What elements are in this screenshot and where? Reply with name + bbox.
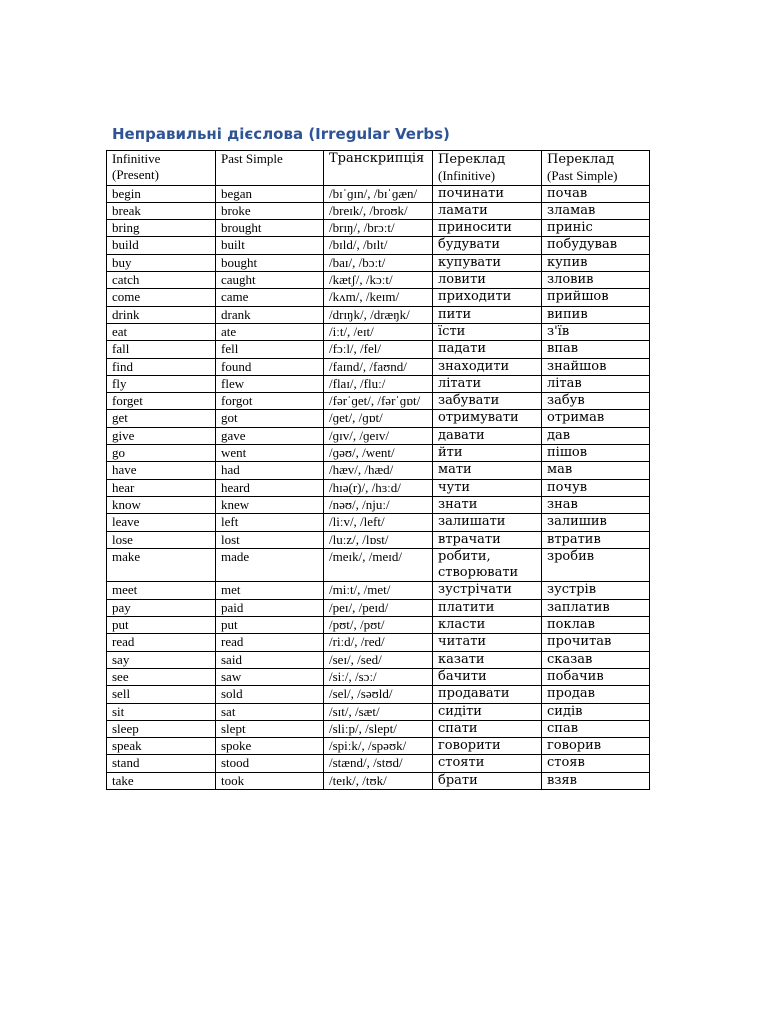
cell-transcription: /ɡəʊ/, /went/	[324, 445, 433, 462]
table-row	[107, 548, 650, 582]
cell-infinitive: fall	[107, 341, 216, 358]
cell-translation-past: почув	[542, 479, 650, 496]
cell-translation-past: сидів	[542, 703, 650, 720]
cell-transcription: /kʌm/, /keɪm/	[324, 289, 433, 306]
cell-past-simple: broke	[216, 202, 324, 219]
table-row	[107, 272, 650, 289]
cell-translation-past: впав	[542, 341, 650, 358]
header-transcription-label: Транскрипція	[329, 151, 425, 166]
table-row	[107, 496, 650, 513]
cell-transcription: /meɪk/, /meɪd/	[324, 548, 433, 582]
cell-translation-past: поклав	[542, 617, 650, 634]
table-row	[107, 617, 650, 634]
table-row	[107, 634, 650, 651]
cell-infinitive: give	[107, 427, 216, 444]
cell-infinitive: begin	[107, 185, 216, 202]
cell-translation-past: спав	[542, 720, 650, 737]
cell-translation-past: побачив	[542, 668, 650, 685]
cell-translation-past: втратив	[542, 531, 650, 548]
cell-past-simple: sat	[216, 703, 324, 720]
cell-transcription: /kætʃ/, /kɔːt/	[324, 272, 433, 289]
table-row	[107, 479, 650, 496]
cell-past-simple: bought	[216, 254, 324, 271]
cell-infinitive: bring	[107, 220, 216, 237]
cell-translation-infinitive: отримувати	[433, 410, 542, 427]
cell-translation-infinitive: робити, створювати	[433, 548, 542, 582]
cell-transcription: /ɡɪv/, /ɡeɪv/	[324, 427, 433, 444]
cell-infinitive: put	[107, 617, 216, 634]
cell-translation-past: говорив	[542, 738, 650, 755]
page-title: Неправильні дієслова (Irregular Verbs)	[112, 125, 450, 143]
cell-past-simple: got	[216, 410, 324, 427]
cell-past-simple: began	[216, 185, 324, 202]
cell-past-simple: flew	[216, 375, 324, 392]
header-infinitive: Infinitive (Present)	[107, 151, 216, 186]
cell-translation-infinitive: стояти	[433, 755, 542, 772]
cell-translation-infinitive: продавати	[433, 686, 542, 703]
cell-translation-past: прийшов	[542, 289, 650, 306]
table-row	[107, 410, 650, 427]
cell-transcription: /faɪnd/, /faʊnd/	[324, 358, 433, 375]
cell-infinitive: come	[107, 289, 216, 306]
cell-infinitive: have	[107, 462, 216, 479]
cell-infinitive: sell	[107, 686, 216, 703]
cell-translation-infinitive: говорити	[433, 738, 542, 755]
cell-transcription: /pʊt/, /pʊt/	[324, 617, 433, 634]
cell-translation-past: сказав	[542, 651, 650, 668]
cell-infinitive: see	[107, 668, 216, 685]
cell-infinitive: leave	[107, 514, 216, 531]
cell-translation-infinitive: залишати	[433, 514, 542, 531]
cell-infinitive: read	[107, 634, 216, 651]
cell-translation-infinitive: казати	[433, 651, 542, 668]
table-row	[107, 531, 650, 548]
cell-transcription: /breɪk/, /broʊk/	[324, 202, 433, 219]
cell-translation-past: пішов	[542, 445, 650, 462]
cell-past-simple: met	[216, 582, 324, 599]
cell-infinitive: buy	[107, 254, 216, 271]
header-translation-past-sub: (Past Simple)	[547, 168, 618, 184]
cell-translation-past: випив	[542, 306, 650, 323]
cell-infinitive: know	[107, 496, 216, 513]
cell-past-simple: built	[216, 237, 324, 254]
cell-translation-infinitive: приносити	[433, 220, 542, 237]
cell-transcription: /flaɪ/, /fluː/	[324, 375, 433, 392]
cell-translation-past: мав	[542, 462, 650, 479]
cell-transcription: /bɪˈɡɪn/, /bɪˈɡæn/	[324, 185, 433, 202]
cell-translation-past: стояв	[542, 755, 650, 772]
cell-infinitive: break	[107, 202, 216, 219]
cell-past-simple: said	[216, 651, 324, 668]
header-past-simple: Past Simple	[216, 151, 324, 186]
cell-past-simple: caught	[216, 272, 324, 289]
cell-past-simple: sold	[216, 686, 324, 703]
cell-past-simple: made	[216, 548, 324, 582]
cell-past-simple: took	[216, 772, 324, 789]
cell-past-simple: left	[216, 514, 324, 531]
cell-transcription: /iːt/, /eɪt/	[324, 323, 433, 340]
cell-translation-past: залишив	[542, 514, 650, 531]
table-row	[107, 738, 650, 755]
cell-translation-past: заплатив	[542, 599, 650, 616]
cell-translation-infinitive: втрачати	[433, 531, 542, 548]
table-body	[107, 185, 650, 789]
cell-translation-infinitive: забувати	[433, 393, 542, 410]
cell-translation-past: знайшов	[542, 358, 650, 375]
cell-past-simple: went	[216, 445, 324, 462]
cell-translation-past: зловив	[542, 272, 650, 289]
table-row	[107, 720, 650, 737]
cell-infinitive: say	[107, 651, 216, 668]
cell-translation-infinitive: брати	[433, 772, 542, 789]
cell-infinitive: catch	[107, 272, 216, 289]
cell-transcription: /nəʊ/, /njuː/	[324, 496, 433, 513]
table-row	[107, 462, 650, 479]
cell-translation-infinitive: йти	[433, 445, 542, 462]
cell-infinitive: eat	[107, 323, 216, 340]
header-translation-past-label: Переклад	[547, 152, 615, 167]
header-translation-infinitive	[433, 151, 542, 186]
cell-infinitive: forget	[107, 393, 216, 410]
cell-infinitive: pay	[107, 599, 216, 616]
cell-transcription: /fɔːl/, /fel/	[324, 341, 433, 358]
cell-infinitive: go	[107, 445, 216, 462]
cell-translation-infinitive: бачити	[433, 668, 542, 685]
irregular-verbs-table	[106, 150, 650, 790]
cell-translation-infinitive: давати	[433, 427, 542, 444]
cell-past-simple: knew	[216, 496, 324, 513]
table-row	[107, 323, 650, 340]
table-row	[107, 703, 650, 720]
cell-past-simple: ate	[216, 323, 324, 340]
table-row	[107, 289, 650, 306]
table-row	[107, 514, 650, 531]
table-row	[107, 582, 650, 599]
cell-past-simple: heard	[216, 479, 324, 496]
cell-translation-past: отримав	[542, 410, 650, 427]
cell-transcription: /sɪt/, /sæt/	[324, 703, 433, 720]
table-row	[107, 185, 650, 202]
table-row	[107, 393, 650, 410]
cell-transcription: /sel/, /səʊld/	[324, 686, 433, 703]
header-translation-infinitive-label: Переклад	[438, 152, 506, 167]
cell-infinitive: sleep	[107, 720, 216, 737]
cell-translation-infinitive: сидіти	[433, 703, 542, 720]
cell-translation-infinitive: читати	[433, 634, 542, 651]
table-row	[107, 755, 650, 772]
cell-transcription: /riːd/, /red/	[324, 634, 433, 651]
cell-translation-past: побудував	[542, 237, 650, 254]
cell-translation-infinitive: літати	[433, 375, 542, 392]
cell-transcription: /stænd/, /stʊd/	[324, 755, 433, 772]
cell-past-simple: lost	[216, 531, 324, 548]
cell-translation-past: зробив	[542, 548, 650, 582]
cell-infinitive: make	[107, 548, 216, 582]
table-row	[107, 306, 650, 323]
cell-past-simple: came	[216, 289, 324, 306]
cell-transcription: /bɪld/, /bɪlt/	[324, 237, 433, 254]
cell-translation-infinitive: будувати	[433, 237, 542, 254]
table-row	[107, 202, 650, 219]
cell-translation-infinitive: починати	[433, 185, 542, 202]
table-row	[107, 237, 650, 254]
cell-infinitive: stand	[107, 755, 216, 772]
cell-infinitive: lose	[107, 531, 216, 548]
cell-transcription: /liːv/, /left/	[324, 514, 433, 531]
header-translation-infinitive-sub: (Infinitive)	[438, 168, 496, 184]
cell-transcription: /siː/, /sɔː/	[324, 668, 433, 685]
cell-translation-infinitive: знаходити	[433, 358, 542, 375]
cell-translation-infinitive: класти	[433, 617, 542, 634]
cell-translation-infinitive: мати	[433, 462, 542, 479]
table-row	[107, 341, 650, 358]
cell-infinitive: get	[107, 410, 216, 427]
cell-past-simple: read	[216, 634, 324, 651]
cell-translation-past: приніс	[542, 220, 650, 237]
cell-infinitive: build	[107, 237, 216, 254]
cell-transcription: /fərˈɡet/, /fərˈɡɒt/	[324, 393, 433, 410]
cell-translation-infinitive: їсти	[433, 323, 542, 340]
table-row	[107, 220, 650, 237]
cell-transcription: /baɪ/, /bɔːt/	[324, 254, 433, 271]
cell-past-simple: gave	[216, 427, 324, 444]
cell-transcription: /miːt/, /met/	[324, 582, 433, 599]
cell-translation-past: з'їв	[542, 323, 650, 340]
cell-transcription: /seɪ/, /sed/	[324, 651, 433, 668]
cell-translation-past: почав	[542, 185, 650, 202]
cell-transcription: /peɪ/, /peɪd/	[324, 599, 433, 616]
cell-transcription: /hæv/, /hæd/	[324, 462, 433, 479]
cell-transcription: /teɪk/, /tʊk/	[324, 772, 433, 789]
table-row	[107, 772, 650, 789]
cell-translation-infinitive: падати	[433, 341, 542, 358]
cell-infinitive: meet	[107, 582, 216, 599]
cell-past-simple: fell	[216, 341, 324, 358]
cell-transcription: /hɪə(r)/, /hɜːd/	[324, 479, 433, 496]
table-row	[107, 427, 650, 444]
cell-transcription: /ɡet/, /ɡɒt/	[324, 410, 433, 427]
header-translation-past	[542, 151, 650, 186]
cell-translation-past: літав	[542, 375, 650, 392]
cell-translation-infinitive: зустрічати	[433, 582, 542, 599]
table-row	[107, 686, 650, 703]
cell-past-simple: saw	[216, 668, 324, 685]
cell-past-simple: drank	[216, 306, 324, 323]
cell-past-simple: brought	[216, 220, 324, 237]
cell-translation-past: купив	[542, 254, 650, 271]
cell-infinitive: fly	[107, 375, 216, 392]
cell-past-simple: put	[216, 617, 324, 634]
cell-translation-infinitive: знати	[433, 496, 542, 513]
cell-translation-past: продав	[542, 686, 650, 703]
cell-translation-past: зламав	[542, 202, 650, 219]
cell-translation-infinitive: платити	[433, 599, 542, 616]
cell-infinitive: drink	[107, 306, 216, 323]
cell-translation-past: забув	[542, 393, 650, 410]
cell-past-simple: paid	[216, 599, 324, 616]
cell-past-simple: forgot	[216, 393, 324, 410]
cell-past-simple: found	[216, 358, 324, 375]
cell-infinitive: sit	[107, 703, 216, 720]
cell-translation-infinitive: пити	[433, 306, 542, 323]
header-transcription	[324, 151, 433, 186]
cell-translation-past: зустрів	[542, 582, 650, 599]
cell-infinitive: speak	[107, 738, 216, 755]
cell-translation-past: взяв	[542, 772, 650, 789]
cell-translation-infinitive: купувати	[433, 254, 542, 271]
cell-transcription: /spiːk/, /spəʊk/	[324, 738, 433, 755]
cell-translation-infinitive: спати	[433, 720, 542, 737]
cell-infinitive: hear	[107, 479, 216, 496]
cell-translation-infinitive: приходити	[433, 289, 542, 306]
table-row	[107, 599, 650, 616]
table-row	[107, 651, 650, 668]
table-row	[107, 358, 650, 375]
table-row	[107, 375, 650, 392]
table-header-row	[107, 151, 650, 186]
cell-past-simple: stood	[216, 755, 324, 772]
cell-translation-infinitive: чути	[433, 479, 542, 496]
cell-transcription: /brɪŋ/, /brɔːt/	[324, 220, 433, 237]
cell-transcription: /drɪŋk/, /dræŋk/	[324, 306, 433, 323]
cell-translation-past: прочитав	[542, 634, 650, 651]
cell-translation-infinitive: ламати	[433, 202, 542, 219]
cell-translation-infinitive: ловити	[433, 272, 542, 289]
table-row	[107, 445, 650, 462]
table-row	[107, 668, 650, 685]
cell-past-simple: spoke	[216, 738, 324, 755]
table-row	[107, 254, 650, 271]
cell-translation-past: дав	[542, 427, 650, 444]
cell-translation-past: знав	[542, 496, 650, 513]
cell-infinitive: take	[107, 772, 216, 789]
cell-transcription: /luːz/, /lɒst/	[324, 531, 433, 548]
cell-transcription: /sliːp/, /slept/	[324, 720, 433, 737]
cell-past-simple: had	[216, 462, 324, 479]
cell-infinitive: find	[107, 358, 216, 375]
cell-past-simple: slept	[216, 720, 324, 737]
